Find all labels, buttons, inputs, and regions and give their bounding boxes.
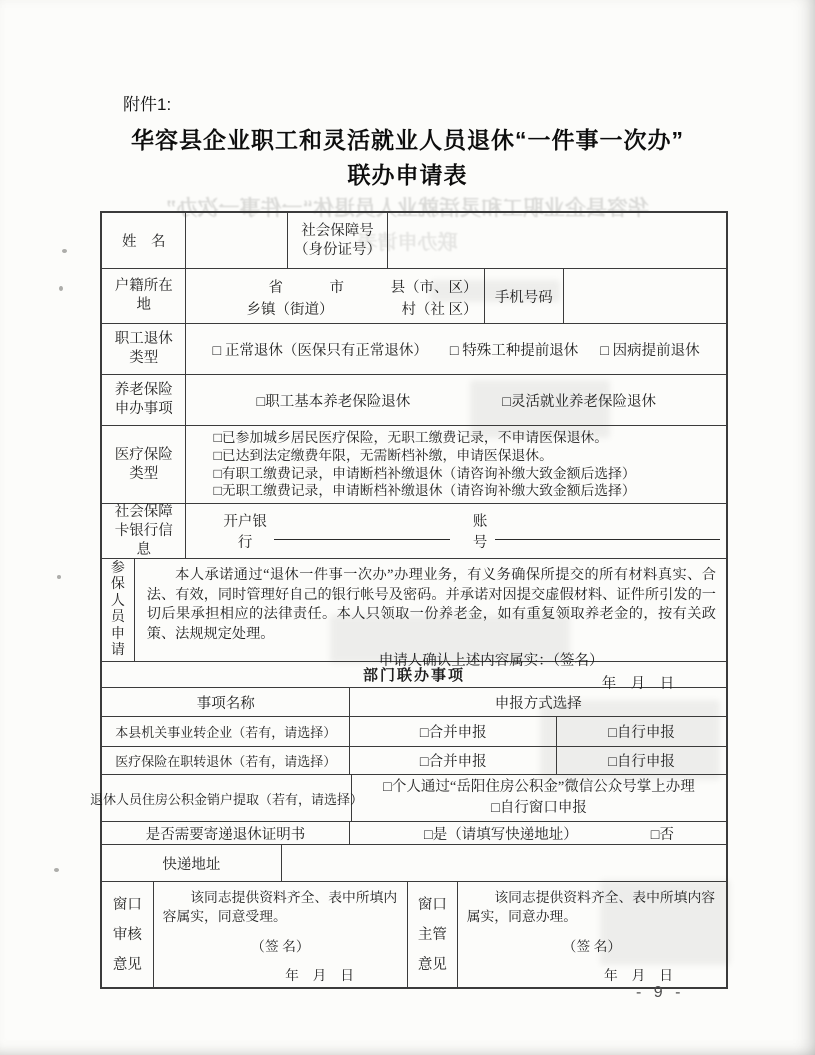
name-label: 姓 名 [102, 213, 186, 268]
medical-label [102, 426, 186, 503]
bank-label [102, 504, 186, 558]
checkbox-mail-yes[interactable]: □是（请填写快递地址） [424, 826, 578, 843]
account-number-input-line[interactable] [495, 523, 720, 540]
row-dept-header [102, 662, 726, 688]
ssn-label-line2: （身份证号） [294, 241, 381, 258]
window-supervisor-signature-line[interactable]: （签 名） [562, 939, 622, 954]
checkbox-normal-retirement[interactable]: □ 正常退休（医保只有正常退休） [212, 342, 428, 359]
checkbox-item1-merge-declare[interactable]: □合并申报 [350, 717, 557, 746]
phone-label: 手机号码 [485, 269, 565, 323]
checkbox-item2-self-declare[interactable]: □自行申报 [608, 754, 675, 770]
city-label: 市 [329, 280, 345, 296]
checkbox-special-work-early-retirement[interactable]: □ 特殊工种提前退休 [449, 342, 579, 359]
confirmation-date-line[interactable]: 年 月 日 [601, 676, 675, 692]
row-dept-item-1 [102, 717, 726, 747]
scan-speck [62, 249, 67, 253]
checkbox-item2-merge-declare[interactable]: □合并申报 [350, 747, 557, 774]
medical-label-line1: 医疗保险 [114, 446, 173, 463]
checkbox-housing-fund-wechat[interactable]: □个人通过“岳阳住房公积金”微信公众号掌上办理 [383, 779, 695, 795]
checkbox-mail-no[interactable]: □否 [650, 826, 674, 843]
attachment-label: 附件1: [123, 95, 172, 114]
item-medical-to-retired: 医疗保险在职转退休（若有，请选择） [102, 747, 350, 774]
window-supervisor-label [408, 882, 458, 987]
county-label: 县（市、区） [390, 280, 478, 296]
residence-label-line1: 户籍所在 [114, 278, 173, 294]
checkbox-flexible-employment-pension[interactable]: □灵活就业养老保险退休 [502, 393, 656, 410]
checkbox-item1-self-declare[interactable]: □自行申报 [608, 725, 675, 741]
row-dept-item-3 [90, 775, 726, 822]
residence-label-line2: 地 [136, 297, 151, 313]
applicant-label [102, 559, 135, 661]
checkbox-medical-option-1[interactable]: □已参加城乡居民医疗保险，无职工缴费记录，不申请医保退休。 [213, 429, 609, 445]
bleedthrough-title-artifact: 华容县企业职工和灵活就业人员退休“一件事一次办” [166, 197, 649, 220]
name-value-cell[interactable] [186, 213, 287, 268]
row-residence [102, 269, 726, 324]
residence-label [102, 269, 186, 323]
window-review-signature-line[interactable]: （签 名） [251, 939, 310, 954]
row-retire-type [102, 324, 726, 375]
checkbox-medical-option-2[interactable]: □已达到法定缴费年限，无需断档补缴，申请医保退休。 [213, 447, 553, 463]
residence-fill-cell[interactable] [186, 269, 484, 323]
bleedthrough-subtitle-artifact: 联办申请表 [357, 232, 458, 254]
province-label: 省 [268, 280, 283, 296]
pension-label [102, 375, 186, 425]
checkbox-housing-fund-window[interactable]: □自行窗口申报 [491, 800, 587, 816]
row-dept-columns [102, 688, 726, 717]
mail-certificate-question: 是否需要寄递退休证明书 [102, 822, 350, 844]
retire-type-label [102, 324, 186, 374]
dept-section-title: 部门联办事项 [362, 668, 465, 684]
row-delivery-address [102, 845, 726, 882]
retire-type-label-line1: 职工退休 [114, 331, 173, 347]
checkbox-employee-basic-pension[interactable]: □职工基本养老保险退休 [256, 393, 411, 410]
application-form-table [90, 211, 728, 989]
retire-type-label-line2: 类型 [129, 350, 159, 366]
window-review-label-line3: 意见 [112, 956, 142, 973]
bank-label-line3: 息 [136, 541, 151, 558]
row-pension [102, 375, 726, 426]
row-bank [102, 504, 726, 559]
account-number-label: 账号 [472, 514, 488, 551]
commitment-text: 本人承诺通过“退休一件事一次办”办理业务，有义务确保所提交的所有材料真实、合法、有效，同时管理好自己的银行帐号及密码。并承诺对因提交虚假材料、证件所引发的一切后果承担相应的法律责任。本人只领取一份养老金，如有重复领取养老金的，按有关政策、法规规定处理。 [146, 567, 716, 642]
ssn-label [288, 213, 388, 268]
item-housing-fund-withdrawal: 退休人员住房公积金销户提取（若有，请选择） [102, 775, 352, 821]
scan-speck [57, 575, 61, 579]
pension-label-line2: 申办事项 [114, 401, 173, 417]
bank-name-input-line[interactable] [274, 523, 450, 540]
window-supervisor-statement: 该同志提供资料齐全、表中所填内容属实，同意办理。 [466, 890, 716, 924]
medical-label-line2: 类型 [129, 465, 159, 482]
window-supervisor-date-line[interactable]: 年 月 日 [604, 968, 673, 983]
checkbox-illness-early-retirement[interactable]: □ 因病提前退休 [600, 342, 700, 359]
form-title-line2: 联办申请表 [347, 162, 468, 188]
ssn-value-cell[interactable] [388, 213, 726, 268]
scan-speck [54, 868, 59, 872]
window-review-statement: 该同志提供资料齐全、表中所填内容属实，同意受理。 [162, 890, 398, 924]
window-supervisor-label-line3: 意见 [417, 956, 447, 973]
row-medical [102, 426, 726, 504]
form-title-line1: 华容县企业职工和灵活就业人员退休“一件事一次办” [131, 127, 684, 153]
window-supervisor-label-line2: 主管 [417, 926, 447, 943]
delivery-address-label: 快递地址 [102, 845, 282, 881]
row-name [102, 213, 726, 269]
window-supervisor-label-line1: 窗口 [417, 896, 447, 913]
village-label: 村（社 区） [401, 302, 478, 318]
page-number: - 9 - [636, 984, 685, 1001]
checkbox-medical-option-4[interactable]: □无职工缴费记录，申请断档补缴退休（请咨询补缴大致金额后选择） [213, 483, 636, 499]
window-review-label-line1: 窗口 [112, 896, 142, 913]
bank-label-line1: 社会保障 [114, 503, 173, 520]
row-review-opinions [102, 882, 726, 987]
bank-label-line2: 卡银行信 [114, 522, 173, 539]
phone-value-cell[interactable] [564, 269, 726, 323]
item-agency-to-enterprise: 本县机关事业转企业（若有，请选择） [102, 717, 350, 746]
row-dept-item-2 [102, 747, 726, 775]
window-review-label [102, 882, 154, 987]
delivery-address-value-cell[interactable] [282, 845, 726, 881]
confirmation-signature-line[interactable]: 申请人确认上述内容属实：（签名） [378, 653, 604, 669]
pension-label-line1: 养老保险 [114, 382, 173, 398]
ssn-label-line1: 社会保障号 [301, 222, 374, 239]
applicant-label-text: 参保人员申请 [110, 560, 125, 658]
bank-name-label: 开户银行 [223, 514, 267, 551]
town-label: 乡镇（街道） [246, 302, 334, 318]
column-header-item-name: 事项名称 [102, 688, 350, 716]
scan-speck [59, 286, 63, 291]
checkbox-medical-option-3[interactable]: □有职工缴费记录，申请断档补缴退休（请咨询补缴大致金额后选择） [213, 465, 636, 481]
window-review-label-line2: 审核 [112, 926, 142, 943]
column-header-declare-mode: 申报方式选择 [494, 695, 582, 712]
row-mail-certificate [102, 822, 726, 845]
window-review-date-line[interactable]: 年 月 日 [285, 968, 355, 983]
